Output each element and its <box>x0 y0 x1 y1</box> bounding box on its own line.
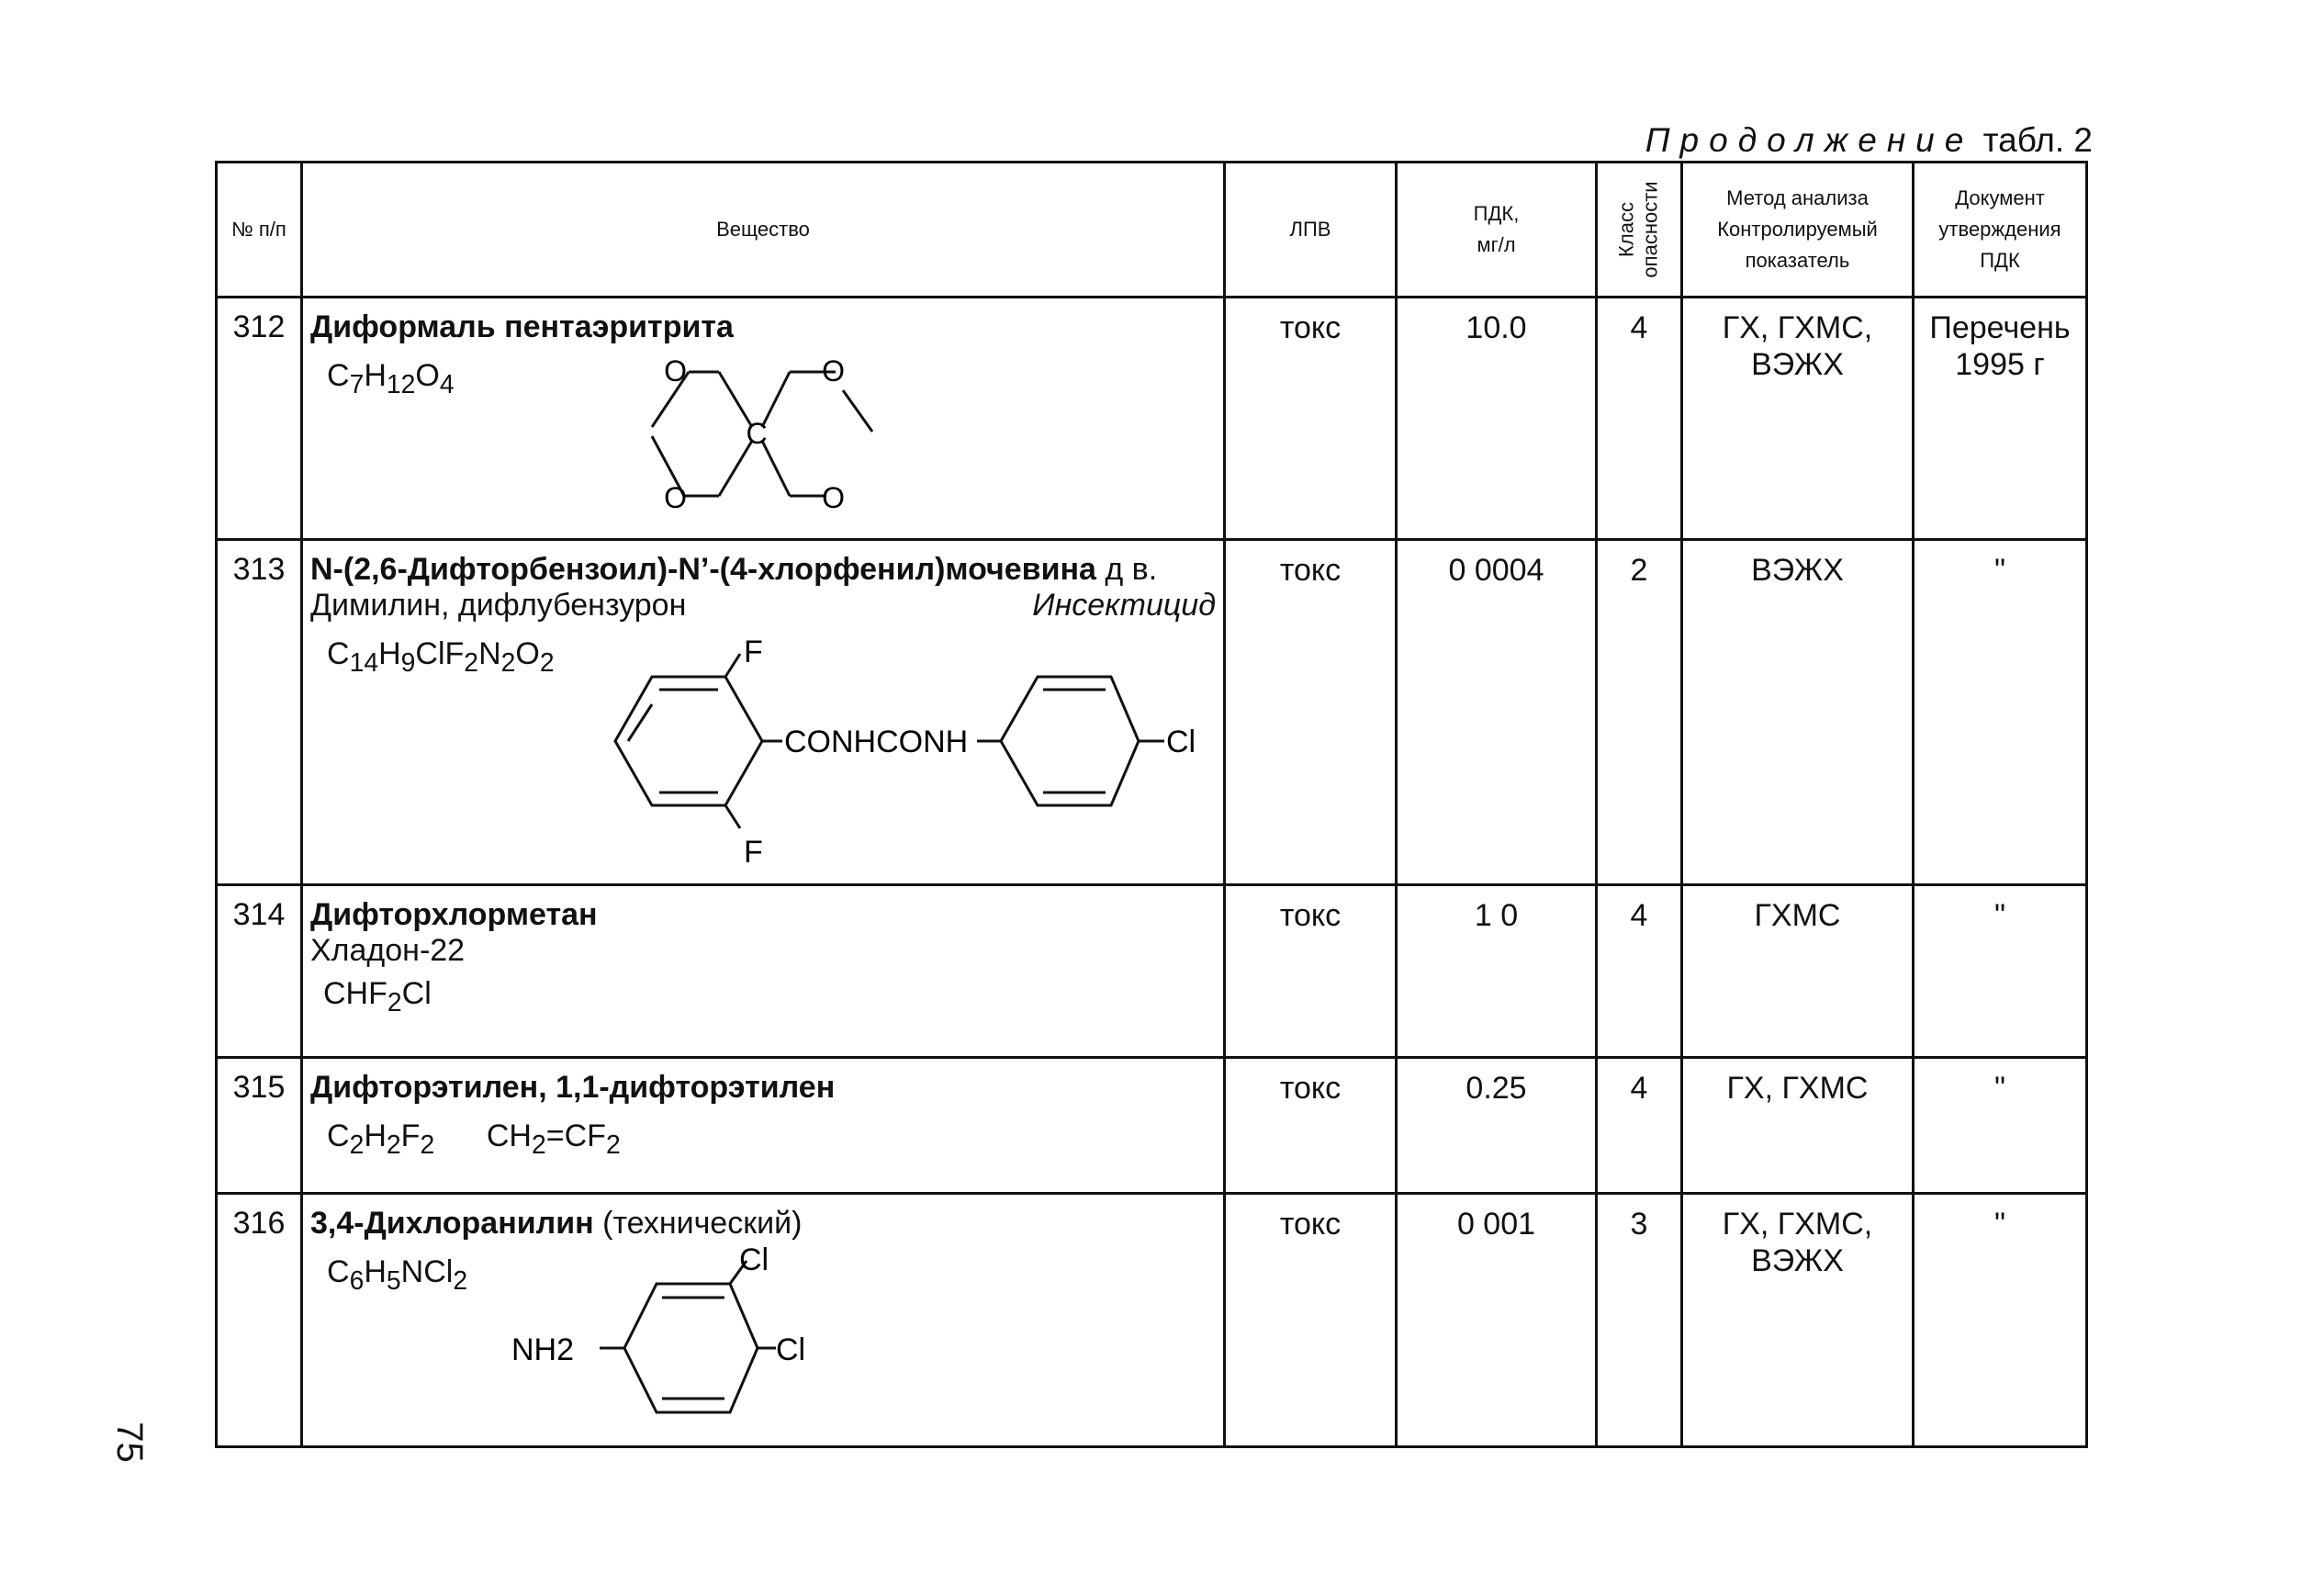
carbon-label: C <box>746 417 768 450</box>
header-num: № п/п <box>217 163 302 298</box>
substance-cell <box>302 298 1225 540</box>
fluorine-label: F <box>744 835 763 870</box>
method-cell: ГХ, ГХМС, ВЭЖХ <box>1682 1194 1914 1447</box>
pdk-cell: 1 0 <box>1397 885 1597 1058</box>
method-cell: ВЭЖХ <box>1682 540 1914 885</box>
lpv-cell: токс <box>1225 1194 1397 1447</box>
spiro-structure-diagram <box>551 354 845 528</box>
continuation-word: Продолжение <box>1645 121 1974 159</box>
table-row <box>217 885 2087 1058</box>
substance-name: Дифторэтилен, 1,1-дифторэтилен <box>310 1070 836 1105</box>
molecular-formula: $C_6H_5NCl_2$ <box>327 1254 468 1296</box>
class-cell: 3 <box>1597 1194 1682 1447</box>
substance-cell <box>302 1058 1225 1194</box>
name-suffix: (технический) <box>593 1206 803 1241</box>
molecular-formula: $C_7H_{12}O_4$ <box>327 358 455 399</box>
pdk-cell: 0 001 <box>1397 1194 1597 1447</box>
header-pdk: ПДК, мг/л <box>1397 163 1597 298</box>
use-category: Инсектицид <box>1032 588 1216 623</box>
pdk-table <box>215 161 2088 1448</box>
header-substance: Вещество <box>302 163 1225 298</box>
row-number: 314 <box>217 885 302 1058</box>
doc-cell: " <box>1914 1058 2087 1194</box>
urea-chain-label: CONHCONH <box>784 725 969 759</box>
synonyms: Димилин, дифлубензурон <box>310 588 687 623</box>
table-row <box>217 1058 2087 1194</box>
name-suffix: д в. <box>1095 552 1158 587</box>
molecular-formula: $C_{14}H_9ClF_2N_2O_2$ <box>327 636 555 678</box>
chlorine-label: Cl <box>1166 725 1196 759</box>
diflubenzuron-structure-diagram <box>615 635 1221 870</box>
lpv-cell: токс <box>1225 298 1397 540</box>
dichloroaniline-structure-diagram <box>510 1242 806 1444</box>
fluorine-label: F <box>744 635 763 669</box>
header-doc: Документ утверждения ПДК <box>1914 163 2087 298</box>
row-number: 315 <box>217 1058 302 1194</box>
doc-cell: Перечень 1995 г <box>1914 298 2087 540</box>
table-row <box>217 540 2087 885</box>
row-number: 316 <box>217 1194 302 1447</box>
oxygen-label: O <box>664 354 687 388</box>
doc-cell: " <box>1914 540 2087 885</box>
doc-cell: " <box>1914 885 2087 1058</box>
molecular-formula: $CHF_2Cl$ <box>323 976 432 1017</box>
table-ref: табл. 2 <box>1982 121 2093 159</box>
method-cell: ГХ, ГХМС <box>1682 1058 1914 1194</box>
table-row <box>217 1194 2087 1447</box>
lpv-cell: токс <box>1225 885 1397 1058</box>
continuation-caption <box>1645 121 2093 160</box>
substance-cell <box>302 540 1225 885</box>
class-cell: 4 <box>1597 298 1682 540</box>
pdk-cell: 0 0004 <box>1397 540 1597 885</box>
substance-name: Дифторхлорметан <box>310 897 598 932</box>
oxygen-label: O <box>822 481 845 514</box>
pdk-cell: 10.0 <box>1397 298 1597 540</box>
substance-name: 3,4-Дихлоранилин <box>310 1206 594 1241</box>
substance-name: Диформаль пентаэритрита <box>310 309 734 344</box>
lpv-cell: токс <box>1225 540 1397 885</box>
class-cell: 4 <box>1597 885 1682 1058</box>
doc-cell: " <box>1914 1194 2087 1447</box>
oxygen-label: O <box>822 354 845 388</box>
class-cell: 4 <box>1597 1058 1682 1194</box>
molecular-formula: $C_2H_2F_2$ $CH_2=CF_2$ <box>327 1118 621 1160</box>
method-cell: ГХМС <box>1682 885 1914 1058</box>
chlorine-label: Cl <box>776 1332 806 1367</box>
row-number: 313 <box>217 540 302 885</box>
oxygen-label: O <box>664 481 687 514</box>
page-number: 75 <box>108 1422 150 1463</box>
substance-cell <box>302 1194 1225 1447</box>
amino-group-label: NH2 <box>511 1332 575 1367</box>
header-class: Класс опасности <box>1597 163 1682 298</box>
table-row <box>217 298 2087 540</box>
chlorine-label: Cl <box>739 1242 769 1277</box>
synonyms: Хладон-22 <box>310 933 466 968</box>
substance-cell <box>302 885 1225 1058</box>
lpv-cell: токс <box>1225 1058 1397 1194</box>
header-row <box>217 163 2087 298</box>
method-cell: ГХ, ГХМС, ВЭЖХ <box>1682 298 1914 540</box>
pdk-cell: 0.25 <box>1397 1058 1597 1194</box>
row-number: 312 <box>217 298 302 540</box>
substance-name: N-(2,6-Дифторбензоил)-N’-(4-хлорфенил)мочевина <box>310 552 1096 587</box>
header-method: Метод анализа Контролируемый показатель <box>1682 163 1914 298</box>
class-cell: 2 <box>1597 540 1682 885</box>
header-lpv: ЛПВ <box>1225 163 1397 298</box>
